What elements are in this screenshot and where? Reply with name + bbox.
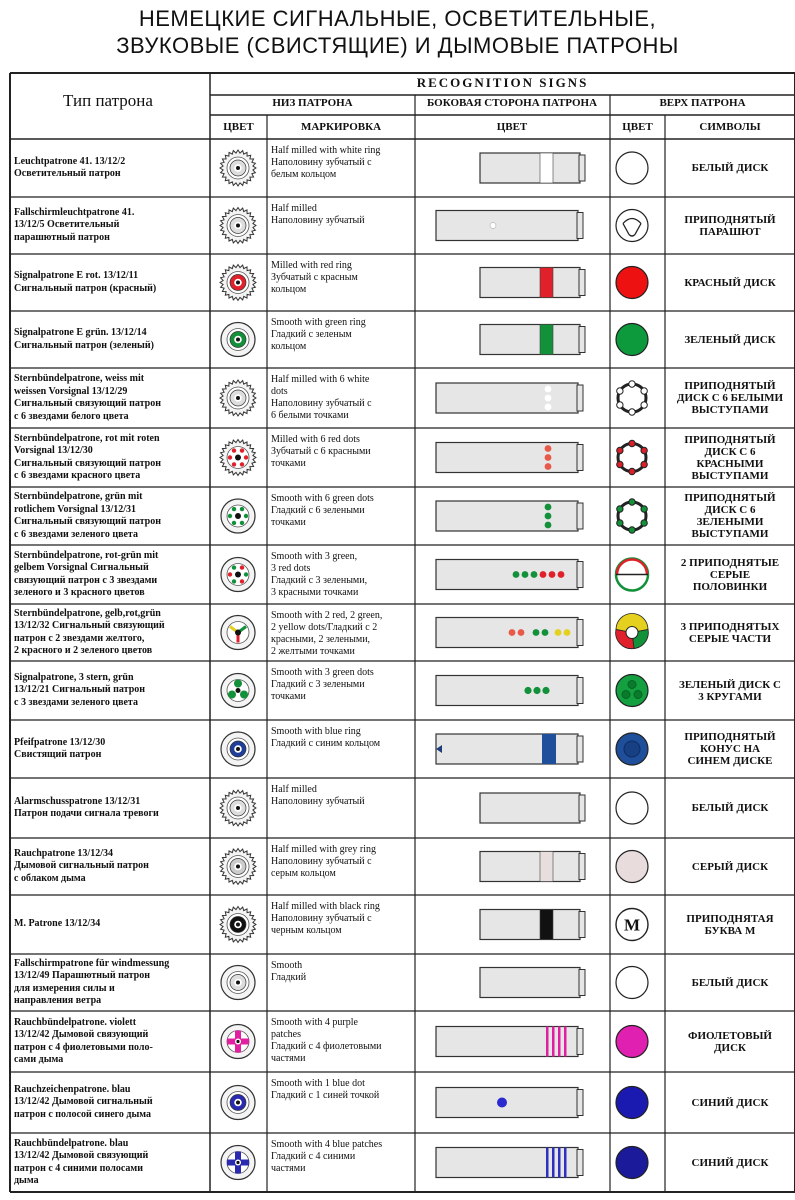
marking-line: частями	[271, 1053, 306, 1064]
marking-line: Smooth with 2 red, 2 green,	[271, 610, 383, 621]
marking-line: 2 yellow dots/Гладкий с 2	[271, 622, 378, 633]
symbol-line: ФИОЛЕТОВЫЙ	[688, 1029, 772, 1042]
cartridge-name-line: патрон с 4 синими полосами	[14, 1162, 143, 1174]
cartridge-name-line: связующий патрон с 3 звездами	[14, 574, 158, 586]
symbol-line: СИНИЙ ДИСК	[691, 1156, 769, 1169]
marking-line: Smooth with 3 green,	[271, 551, 358, 562]
cartridge-name-line: Свистящий патрон	[14, 749, 102, 760]
symbol-line: ЗЕЛЕНЫМИ	[696, 516, 764, 528]
cartridge-name-line: rotlichem Vorsignal 13/12/31	[14, 503, 137, 515]
marking-line: черным кольцом	[271, 925, 342, 936]
header-symbols: СИМВОЛЫ	[699, 121, 761, 133]
header-bottom: НИЗ ПАТРОНА	[272, 97, 353, 109]
cartridge-name-line: Sternbündelpatrone, weiss mit	[14, 373, 145, 384]
cartridge-name-line: Fallschirmpatrone für windmessung	[14, 957, 170, 969]
header-color-side: ЦВЕТ	[496, 121, 528, 133]
symbol-line: СЕРЫЙ ДИСК	[691, 860, 769, 873]
symbol-line: 2 ПРИПОДНЯТЫЕ	[680, 556, 780, 569]
cartridge-name-line: с 3 звездами зеленого цвета	[14, 696, 138, 708]
symbol-line: ПОЛОВИНКИ	[692, 580, 768, 593]
cartridge-name-line: 13/12/42 Дымовой связующий	[14, 1029, 149, 1040]
cartridge-name-line: Signalpatrone E grün. 13/12/14	[14, 327, 147, 338]
cartridge-name-line: с облаком дыма	[14, 872, 86, 884]
cartridge-name-line: сами дыма	[14, 1054, 64, 1065]
marking-line: Half milled	[271, 784, 317, 795]
marking-line: Наполовину зубчатый с	[271, 398, 372, 409]
header-top: ВЕРХ ПАТРОНА	[659, 97, 746, 109]
marking-line: dots	[271, 386, 288, 397]
cartridge-name-line: Rauchbündelpatrone. violett	[14, 1016, 137, 1028]
marking-line: белым кольцом	[271, 169, 337, 180]
marking-line: кольцом	[271, 341, 307, 352]
cartridge-name-line: M. Patrone 13/12/34	[14, 918, 101, 930]
letter-m-glyph: M	[623, 915, 641, 935]
marking-line: Зубчатый с красным	[271, 272, 358, 283]
cartridge-name-line: Патрон подачи сигнала тревоги	[14, 808, 159, 819]
marking-line: Smooth with blue ring	[271, 726, 361, 737]
header-recognition-signs: RECOGNITION SIGNS	[416, 75, 589, 90]
marking-line: частями	[271, 1163, 306, 1174]
header-side: БОКОВАЯ СТОРОНА ПАТРОНА	[426, 97, 598, 109]
marking-line: 3 красными точками	[271, 587, 359, 598]
symbol-line: ДИСК С 6	[704, 504, 756, 516]
marking-line: точками	[271, 458, 306, 469]
cartridge-name-line: Дымовой сигнальный патрон	[14, 860, 149, 872]
marking-line: Гладкий с 4 фиолетовыми	[271, 1041, 382, 1052]
marking-line: Smooth with 6 green dots	[271, 493, 374, 504]
symbol-line: ПРИПОДНЯТЫЙ	[684, 492, 776, 504]
header-cartridge-type: Тип патрона	[63, 91, 153, 110]
symbol-line: БЕЛЫЙ ДИСК	[691, 802, 769, 814]
cartridge-name-line: Сигнальный связующий патрон	[14, 516, 161, 527]
cartridge-name-line: Pfeifpatrone 13/12/30	[14, 736, 106, 748]
symbol-line: БЕЛЫЙ ДИСК	[691, 976, 769, 989]
cartridge-name-line: 13/12/42 Дымовой связующий	[14, 1150, 149, 1161]
marking-line: Гладкий с 4 синими	[271, 1151, 356, 1162]
symbol-line: ВЫСТУПАМИ	[691, 528, 769, 540]
symbol-line: ПРИПОДНЯТАЯ	[686, 912, 774, 925]
symbol-line: БЕЛЫЙ ДИСК	[691, 162, 769, 174]
marking-line: Smooth with 1 blue dot	[271, 1078, 365, 1089]
marking-line: Half milled with grey ring	[271, 844, 376, 855]
marking-line: Smooth with 4 blue patches	[271, 1139, 383, 1150]
cartridge-name-line: зеленого и 3 красного цветов	[14, 587, 145, 598]
cartridge-side-icon	[436, 1148, 583, 1178]
cartridge-name-line: патрон с 4 фиолетовыми поло-	[14, 1041, 153, 1053]
symbol-line: КОНУС НА	[699, 743, 761, 755]
cartridge-name-line: Sternbündelpatrone, rot mit roten	[14, 432, 160, 444]
marking-line: Наполовину зубчатый	[271, 796, 365, 807]
cartridge-name-line: Sternbündelpatrone, gelb,rot,grün	[14, 607, 161, 619]
cartridge-name-line: 13/12/21 Сигнальный патрон	[14, 684, 146, 696]
cartridge-name-line: gelbem Vorsignal Сигнальный	[14, 562, 149, 573]
cartridge-name-line: Сигнальный связующий патрон	[14, 398, 161, 409]
cartridge-name-line: дыма	[14, 1175, 39, 1186]
cartridge-name-line: Сигнальный патрон (зеленый)	[14, 339, 154, 351]
cartridge-name-line: Leuchtpatrone 41. 13/12/2	[14, 155, 126, 167]
cartridge-name-line: с 6 звездами красного цвета	[14, 470, 141, 481]
page-title-line-2: ЗВУКОВЫЕ (СВИСТЯЩИЕ) И ДЫМОВЫЕ ПАТРОНЫ	[116, 33, 679, 58]
marking-line: Milled with 6 red dots	[271, 434, 360, 445]
header-color-top: ЦВЕТ	[622, 121, 653, 133]
cartridge-name-line: для измерения силы и	[14, 982, 115, 994]
marking-line: Smooth with green ring	[271, 317, 366, 328]
cartridge-name-line: с 6 звездами белого цвета	[14, 410, 129, 422]
cartridge-name-line: Сигнальный патрон (красный)	[14, 282, 157, 294]
marking-line: 3 red dots	[271, 563, 311, 574]
marking-line: Гладкий с зеленым	[271, 329, 352, 340]
marking-line: 6 белыми точками	[271, 410, 349, 421]
cartridge-name-line: Sternbündelpatrone, rot-grün mit	[14, 549, 159, 561]
marking-line: Наполовину зубчатый с	[271, 157, 372, 168]
marking-line: Smooth with 3 green dots	[271, 667, 374, 678]
cartridge-top-icon	[616, 1147, 648, 1179]
marking-line: Гладкий с синим кольцом	[271, 738, 381, 749]
marking-line: Зубчатый с 6 красными	[271, 446, 371, 457]
marking-line: Наполовину зубчатый с	[271, 913, 372, 924]
marking-line: Milled with red ring	[271, 260, 352, 271]
symbol-line: ЗЕЛЕНЫЙ ДИСК С	[679, 678, 781, 691]
marking-line: Half milled with black ring	[271, 901, 380, 912]
marking-line: Наполовину зубчатый с	[271, 856, 372, 867]
cartridge-name-line: Осветительный патрон	[14, 168, 121, 179]
marking-line: точками	[271, 691, 306, 702]
cartridge-name-line: 13/12/5 Осветительный	[14, 219, 120, 231]
symbol-line: СИНЕМ ДИСКЕ	[687, 755, 773, 767]
cartridge-name-line: Rauchbündelpatrone. blau	[14, 1137, 129, 1149]
header-color-bottom: ЦВЕТ	[223, 121, 254, 133]
cartridge-name-line: 2 красного и 2 зеленого цветов	[14, 645, 153, 656]
symbol-line: ДИСК С 6 БЕЛЫМИ	[676, 392, 784, 404]
marking-line: серым кольцом	[271, 868, 336, 879]
symbol-line: ДИСК С 6	[704, 445, 756, 458]
cartridge-name-line: Alarmschusspatrone 13/12/31	[14, 795, 141, 807]
marking-line: Гладкий с 3 зелеными,	[271, 575, 368, 586]
header-marking: МАРКИРОВКА	[300, 121, 382, 133]
marking-line: Smooth	[271, 960, 303, 971]
symbol-line: СЕРЫЕ ЧАСТИ	[688, 632, 772, 645]
cartridge-name-line: weissen Vorsignal 13/12/29	[14, 385, 128, 397]
marking-line: Smooth with 4 purple	[271, 1017, 358, 1028]
symbol-line: ПАРАШЮТ	[699, 225, 761, 238]
symbol-line: ДИСК	[713, 1041, 747, 1054]
symbol-line: СИНИЙ ДИСК	[691, 1096, 769, 1109]
cartridge-name-line: Signalpatrone, 3 stern, grün	[14, 671, 134, 683]
marking-line: patches	[271, 1029, 301, 1040]
marking-line: кольцом	[271, 284, 307, 295]
marking-line: Half milled with white ring	[271, 145, 381, 156]
marking-line: Гладкий с 3 зелеными	[271, 679, 365, 690]
cartridge-name-line: направления ветра	[14, 995, 102, 1006]
cartridge-name-line: парашютный патрон	[14, 231, 110, 243]
symbol-line: ПРИПОДНЯТЫЙ	[684, 433, 776, 446]
marking-line: 2 желтыми точками	[271, 646, 355, 657]
cartridge-name-line: патрон с полосой синего дыма	[14, 1108, 152, 1120]
symbol-line: 3 ПРИПОДНЯТЫХ	[680, 620, 780, 633]
symbol-line: КРАСНЫМИ	[696, 457, 764, 470]
page-title-line-1: НЕМЕЦКИЕ СИГНАЛЬНЫЕ, ОСВЕТИТЕЛЬНЫЕ,	[138, 6, 657, 31]
cartridge-name-line: Сигнальный связующий патрон	[14, 457, 161, 469]
symbol-line: 3 КРУГАМИ	[698, 690, 762, 703]
symbol-line: ЗЕЛЕНЫЙ ДИСК	[684, 333, 776, 346]
symbol-line: ВЫСТУПАМИ	[691, 404, 769, 416]
cartridge-name-line: Vorsignal 13/12/30	[14, 445, 93, 456]
marking-line: Гладкий с 1 синей точкой	[271, 1090, 380, 1101]
cartridge-name-line: Sternbündelpatrone, grün mit	[14, 491, 143, 502]
marking-line: точками	[271, 517, 306, 528]
marking-line: Half milled	[271, 203, 317, 214]
symbol-line: БУКВА М	[704, 924, 756, 937]
symbol-line: КРАСНЫЙ ДИСК	[684, 276, 776, 289]
symbol-line: ПРИПОДНЯТЫЙ	[684, 731, 776, 743]
cartridge-name-line: 13/12/42 Дымовой сигнальный	[14, 1096, 153, 1108]
symbol-line: ВЫСТУПАМИ	[691, 469, 769, 482]
cartridge-name-line: с 6 звездами зеленого цвета	[14, 528, 138, 540]
marking-line: Гладкий с 6 зелеными	[271, 505, 365, 516]
symbol-line: СЕРЫЕ	[709, 568, 751, 581]
marking-line: красными, 2 зелеными,	[271, 634, 371, 645]
marking-line: Half milled with 6 white	[271, 374, 370, 385]
cartridge-name-line: Rauchpatrone 13/12/34	[14, 847, 113, 859]
marking-line: Наполовину зубчатый	[271, 215, 365, 226]
cartridge-name-line: 13/12/49 Парашютный патрон	[14, 970, 150, 981]
cartridge-name-line: 13/12/32 Сигнальный связующий	[14, 620, 165, 631]
marking-line: Гладкий	[271, 972, 307, 983]
cartridge-name-line: патрон с 2 звездами желтого,	[14, 632, 145, 644]
symbol-line: ПРИПОДНЯТЫЙ	[684, 213, 776, 226]
cartridge-name-line: Fallschirmleuchtpatrone 41.	[14, 206, 135, 218]
symbol-line: ПРИПОДНЯТЫЙ	[684, 380, 776, 392]
cartridge-name-line: Signalpatrone E rot. 13/12/11	[14, 270, 139, 281]
cartridge-name-line: Rauchzeichenpatrone. blau	[14, 1083, 131, 1095]
